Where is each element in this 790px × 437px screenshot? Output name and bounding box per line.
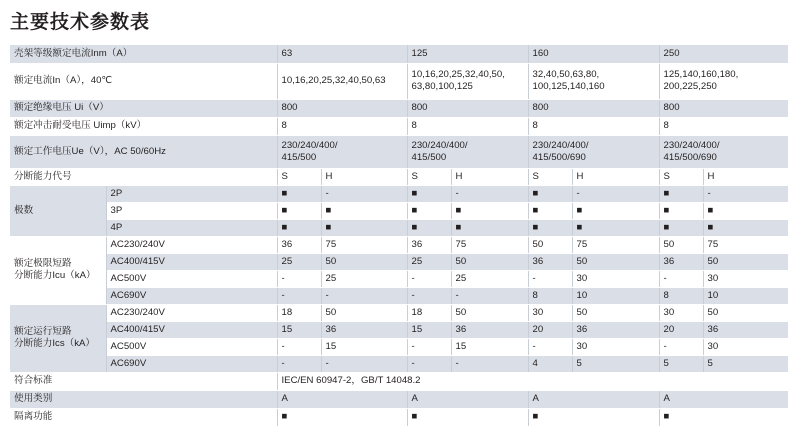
standard-value: IEC/EN 60947-2，GB/T 14048.2 [277, 372, 788, 390]
icu-row [10, 253, 788, 270]
text-line: 100,125,140,160 [532, 81, 605, 92]
text-line: 415/500/690 [532, 151, 586, 163]
icu-cell: 75 [321, 236, 407, 253]
ics-cell: 4 [528, 355, 572, 372]
ics-row [10, 355, 788, 372]
breaking-code-cell: H [703, 168, 788, 185]
breaking-code-cell: H [572, 168, 659, 185]
ics-sub-label: AC400/415V [106, 321, 277, 338]
impulse-value: 8 [277, 117, 407, 135]
icu-cell: - [451, 287, 528, 304]
pole-cell: ■ [572, 202, 659, 219]
pole-cell: ■ [659, 202, 703, 219]
pole-cell: ■ [407, 202, 451, 219]
icu-cell: - [321, 287, 407, 304]
icu-sub-label: AC500V [106, 270, 277, 287]
working-voltage-value [659, 135, 788, 168]
ics-cell: 15 [451, 338, 528, 355]
pole-cell: ■ [659, 219, 703, 236]
breaking-code-row [10, 168, 788, 185]
text-line: 额定运行短路 [14, 326, 72, 337]
ics-cell: 30 [528, 304, 572, 321]
ics-cell: 50 [703, 304, 788, 321]
category-row [10, 390, 788, 408]
pole-cell: ■ [277, 185, 321, 202]
pole-cell: ■ [407, 185, 451, 202]
pole-cell: ■ [528, 202, 572, 219]
working-voltage-row [10, 135, 788, 168]
icu-cell: 50 [451, 253, 528, 270]
icu-cell: - [277, 270, 321, 287]
category-value: A [277, 390, 407, 408]
pole-cell: ■ [703, 202, 788, 219]
pole-cell: - [572, 185, 659, 202]
rated-current-row [10, 63, 788, 99]
ics-sub-label: AC230/240V [106, 304, 277, 321]
icu-row [10, 270, 788, 287]
insulation-voltage-label: 额定绝缘电压 Ui（V） [10, 99, 277, 117]
text-line: 分断能力Ics（kA） [14, 338, 96, 349]
ics-sub-label: AC500V [106, 338, 277, 355]
rated-current-value [407, 63, 528, 99]
frame-rating-label: 壳架等级额定电流Inm（A） [10, 45, 277, 63]
pole-cell: ■ [528, 185, 572, 202]
pole-cell: ■ [321, 219, 407, 236]
poles-label: 极数 [10, 185, 106, 236]
pole-cell: ■ [277, 202, 321, 219]
ics-cell: 50 [451, 304, 528, 321]
standard-label: 符合标准 [10, 372, 277, 390]
rated-current-value [659, 63, 788, 99]
pole-cell: ■ [451, 202, 528, 219]
text-line: 415/500/690 [663, 151, 717, 163]
isolation-label: 隔离功能 [10, 408, 277, 426]
insulation-voltage-row [10, 99, 788, 117]
frame-value: 63 [277, 45, 407, 63]
breaking-code-cell: H [451, 168, 528, 185]
text-line: 125,140,160,180, [663, 69, 739, 80]
pole-cell: ■ [277, 219, 321, 236]
icu-cell: 8 [528, 287, 572, 304]
ics-cell: 5 [703, 355, 788, 372]
ics-cell: - [277, 355, 321, 372]
working-voltage-value [407, 135, 528, 168]
text-line: 415/500 [411, 151, 447, 163]
ics-cell: 15 [277, 321, 321, 338]
icu-cell: 75 [703, 236, 788, 253]
pole-sub-label: 4P [106, 219, 277, 236]
icu-cell: 50 [703, 253, 788, 270]
insulation-value: 800 [407, 99, 528, 117]
icu-cell: 50 [659, 236, 703, 253]
rated-current-value [277, 63, 407, 99]
poles-row [10, 202, 788, 219]
icu-sub-label: AC230/240V [106, 236, 277, 253]
breaking-code-cell: H [321, 168, 407, 185]
pole-cell: ■ [572, 219, 659, 236]
icu-row [10, 287, 788, 304]
impulse-voltage-label: 额定冲击耐受电压 Uimp（kV） [10, 117, 277, 135]
frame-rating-row [10, 45, 788, 63]
ics-row [10, 304, 788, 321]
ics-cell: 15 [321, 338, 407, 355]
isolation-value: ■ [528, 408, 659, 426]
icu-cell: 36 [659, 253, 703, 270]
ics-group-label [10, 304, 106, 372]
text-line: 63,80,100,125 [411, 81, 473, 92]
pole-cell: ■ [528, 219, 572, 236]
pole-cell: ■ [451, 219, 528, 236]
icu-cell: 50 [321, 253, 407, 270]
ics-cell: - [528, 338, 572, 355]
icu-cell: 75 [572, 236, 659, 253]
category-value: A [659, 390, 788, 408]
icu-cell: - [407, 270, 451, 287]
poles-row [10, 185, 788, 202]
ics-cell: - [321, 355, 407, 372]
ics-cell: 30 [659, 304, 703, 321]
ics-sub-label: AC690V [106, 355, 277, 372]
category-value: A [407, 390, 528, 408]
ics-cell: 18 [277, 304, 321, 321]
ics-cell: 30 [703, 338, 788, 355]
pole-cell: - [703, 185, 788, 202]
rated-current-value [528, 63, 659, 99]
icu-cell: - [407, 287, 451, 304]
spec-table [10, 45, 788, 427]
category-value: A [528, 390, 659, 408]
icu-cell: - [659, 270, 703, 287]
icu-group-label [10, 236, 106, 304]
ics-cell: 30 [572, 338, 659, 355]
rated-current-label: 额定电流In（A），40℃ [10, 63, 277, 99]
ics-cell: - [451, 355, 528, 372]
ics-cell: 15 [407, 321, 451, 338]
icu-cell: 36 [528, 253, 572, 270]
ics-cell: - [407, 355, 451, 372]
icu-cell: 25 [321, 270, 407, 287]
icu-cell: 36 [407, 236, 451, 253]
icu-cell: 10 [572, 287, 659, 304]
ics-cell: 36 [572, 321, 659, 338]
text-line: 230/240/400/ [663, 139, 720, 151]
pole-sub-label: 3P [106, 202, 277, 219]
icu-row [10, 236, 788, 253]
text-line: 230/240/400/ [532, 139, 589, 151]
icu-sub-label: AC690V [106, 287, 277, 304]
ics-cell: 50 [572, 304, 659, 321]
text-line: 200,225,250 [663, 81, 717, 92]
text-line: 415/500 [281, 151, 317, 163]
icu-cell: - [277, 287, 321, 304]
icu-cell: - [528, 270, 572, 287]
isolation-value: ■ [407, 408, 528, 426]
frame-value: 160 [528, 45, 659, 63]
text-line: 230/240/400/ [411, 139, 468, 151]
breaking-code-cell: S [407, 168, 451, 185]
working-voltage-label: 额定工作电压Ue（V），AC 50/60Hz [10, 135, 277, 168]
ics-cell: 5 [572, 355, 659, 372]
icu-cell: 75 [451, 236, 528, 253]
pole-cell: ■ [321, 202, 407, 219]
isolation-row [10, 408, 788, 426]
poles-row [10, 219, 788, 236]
ics-cell: 5 [659, 355, 703, 372]
impulse-voltage-row [10, 117, 788, 135]
ics-cell: - [407, 338, 451, 355]
ics-row [10, 338, 788, 355]
breaking-code-cell: S [659, 168, 703, 185]
ics-cell: 20 [659, 321, 703, 338]
impulse-value: 8 [407, 117, 528, 135]
pole-sub-label: 2P [106, 185, 277, 202]
text-line: 10,16,20,25,32,40,50,63 [281, 75, 386, 86]
ics-cell: - [659, 338, 703, 355]
icu-cell: 50 [572, 253, 659, 270]
working-voltage-value [528, 135, 659, 168]
icu-cell: 25 [407, 253, 451, 270]
ics-cell: - [277, 338, 321, 355]
isolation-value: ■ [659, 408, 788, 426]
ics-cell: 36 [321, 321, 407, 338]
text-line: 分断能力Icu（kA） [14, 270, 96, 281]
ics-cell: 20 [528, 321, 572, 338]
insulation-value: 800 [659, 99, 788, 117]
text-line: 32,40,50,63,80, [532, 69, 600, 80]
icu-cell: 36 [277, 236, 321, 253]
ics-cell: 36 [451, 321, 528, 338]
breaking-code-label: 分断能力代号 [10, 168, 277, 185]
breaking-code-cell: S [528, 168, 572, 185]
ics-cell: 50 [321, 304, 407, 321]
icu-cell: 30 [572, 270, 659, 287]
pole-cell: ■ [659, 185, 703, 202]
icu-cell: 30 [703, 270, 788, 287]
pole-cell: - [321, 185, 407, 202]
frame-value: 250 [659, 45, 788, 63]
pole-cell: ■ [703, 219, 788, 236]
standard-row [10, 372, 788, 390]
insulation-value: 800 [277, 99, 407, 117]
ics-cell: 18 [407, 304, 451, 321]
text-line: 230/240/400/ [281, 139, 338, 151]
pole-cell: - [451, 185, 528, 202]
icu-cell: 25 [451, 270, 528, 287]
icu-cell: 10 [703, 287, 788, 304]
insulation-value: 800 [528, 99, 659, 117]
pole-cell: ■ [407, 219, 451, 236]
ics-row [10, 321, 788, 338]
breaking-code-cell: S [277, 168, 321, 185]
icu-cell: 25 [277, 253, 321, 270]
icu-cell: 50 [528, 236, 572, 253]
text-line: 额定极限短路 [14, 258, 72, 269]
ics-cell: 36 [703, 321, 788, 338]
page-title: 主要技术参数表 [10, 12, 151, 33]
text-line: 10,16,20,25,32,40,50, [411, 69, 505, 80]
icu-cell: 8 [659, 287, 703, 304]
icu-sub-label: AC400/415V [106, 253, 277, 270]
isolation-value: ■ [277, 408, 407, 426]
impulse-value: 8 [528, 117, 659, 135]
impulse-value: 8 [659, 117, 788, 135]
category-label: 使用类别 [10, 390, 277, 408]
frame-value: 125 [407, 45, 528, 63]
working-voltage-value [277, 135, 407, 168]
